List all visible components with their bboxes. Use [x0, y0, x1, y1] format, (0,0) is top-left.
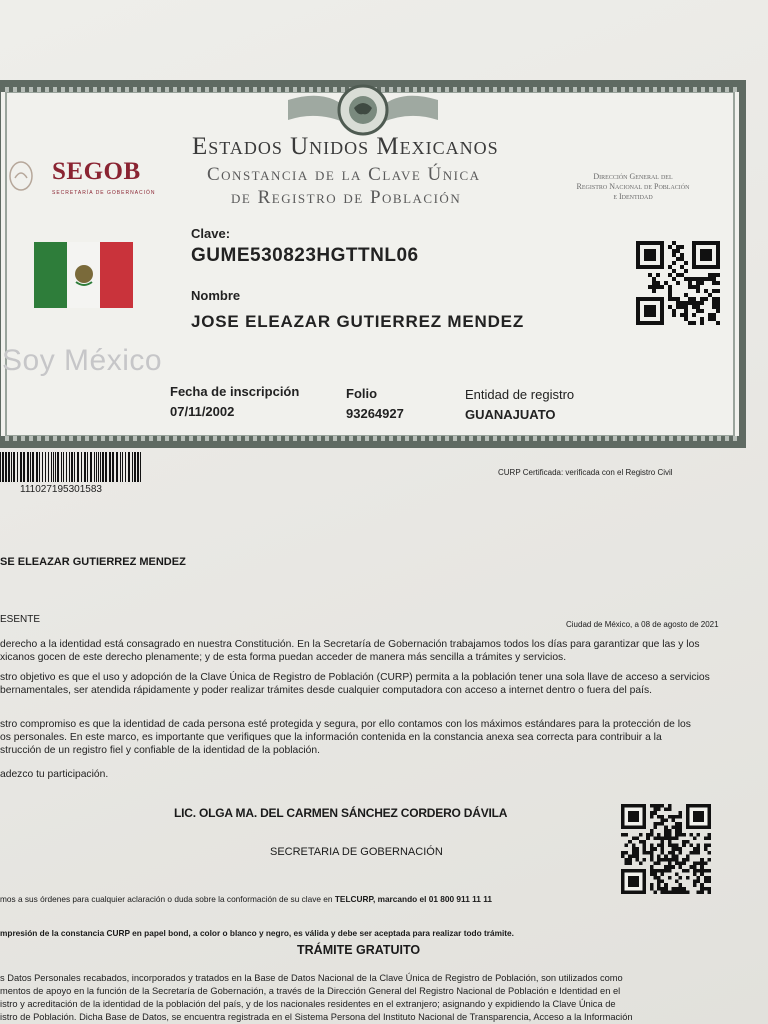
mexico-flag-icon	[34, 242, 134, 308]
entidad-registro-value: GUANAJUATO	[465, 407, 556, 422]
document-title-line1: Constancia de la Clave Única	[207, 164, 481, 185]
paragraph-line: os personales. En este marco, es importante que verifiques que la información contenida en la constancia anexa sea correcta para contribuir a la	[0, 732, 662, 743]
segob-subtitle: SECRETARÍA DE GOBERNACIÓN	[52, 190, 156, 196]
agency-line: Registro Nacional de Población	[576, 182, 690, 191]
signer-title: SECRETARIA DE GOBERNACIÓN	[270, 846, 443, 858]
folio-label: Folio	[346, 386, 378, 401]
signer-name: LIC. OLGA MA. DEL CARMEN SÁNCHEZ CORDERO DÁVILA	[174, 806, 508, 820]
paragraph-line: mentos de apoyo en la función de la Secretaría de Gobernación, a través de la Dirección General del Registro Nacional de Población e Identidad en el	[0, 986, 621, 996]
segob-logo: SEGOB	[52, 158, 141, 185]
letter-recipient: SE ELEAZAR GUTIERREZ MENDEZ	[0, 556, 186, 568]
telcurp-phone: TELCURP, marcando el 01 800 911 11 11	[334, 894, 492, 904]
fecha-inscripcion-label: Fecha de inscripción	[170, 384, 300, 399]
letter-paragraph	[0, 671, 760, 697]
barcode-number: 111027195301583	[20, 484, 102, 495]
frame-pattern-bottom	[1, 436, 739, 441]
barcode-icon	[0, 452, 144, 482]
paragraph-line: istro y acreditación de la identidad de la población del país, y de los nacionales residentes en el extranjero; asignando y expidiendo la Clave Única de	[0, 999, 616, 1009]
agency-name	[548, 172, 718, 202]
telcurp-note	[0, 894, 492, 904]
folio-value: 93264927	[346, 406, 404, 421]
paragraph-line: xicanos gocen de este derecho plenamente; y de esta forma puedan acceder de manera más sencilla a trámites y servicios.	[0, 652, 567, 663]
clave-label: Clave:	[191, 226, 231, 241]
soy-mexico-slogan: Soy México	[2, 344, 163, 377]
nombre-value: JOSE ELEAZAR GUTIERREZ MENDEZ	[191, 312, 525, 331]
agency-line: Dirección General del	[593, 172, 673, 181]
paragraph-line: strucción de un registro fiel y confiable de la identidad de la población.	[0, 745, 320, 756]
paragraph-line: derecho a la identidad está consagrado en nuestra Constitución. En la Secretaría de Gobernación trabajamos todos los días para garantizar que las y los	[0, 639, 700, 650]
letter-paragraph	[0, 638, 760, 664]
clave-value: GUME530823HGTTNL06	[191, 245, 419, 266]
qr-code-icon	[636, 240, 720, 326]
place-date: Ciudad de México, a 08 de agosto de 2021	[566, 620, 719, 629]
qr-code-icon	[620, 804, 712, 894]
curp-certified-note: CURP Certificada: verificada con el Registro Civil	[498, 468, 673, 477]
paragraph-line: adezco tu participación.	[0, 769, 109, 780]
document-title-line2: de Registro de Población	[231, 187, 462, 208]
fecha-inscripcion-value: 07/11/2002	[170, 404, 235, 419]
paragraph-line: stro objetivo es que el uso y adopción de la Clave Única de Registro de Población (CURP) permita a la población tener una sola llave de acceso a servicios	[0, 672, 710, 683]
national-emblem-icon	[288, 80, 438, 136]
letter-paragraph	[0, 768, 760, 781]
paragraph-line: stro compromiso es que la identidad de cada persona esté protegida y segura, por ello contamos con los máximos estándares para la protección de los	[0, 719, 691, 730]
tramite-gratuito: TRÁMITE GRATUITO	[297, 943, 421, 957]
agency-line: e Identidad	[613, 192, 653, 201]
letter-paragraph	[0, 718, 760, 757]
paragraph-line: istro de Población. Dicha Base de Datos, se encuentra registrada en el Sistema Persona del Instituto Nacional de Transparencia, Acceso a la Información	[0, 1012, 633, 1022]
segob-emblem-icon	[8, 160, 34, 192]
letter-greeting: ESENTE	[0, 614, 41, 625]
print-validity-note: mpresión de la constancia CURP en papel bond, a color o blanco y negro, es válida y debe ser aceptada para realizar todo trámite.	[0, 928, 514, 938]
paragraph-line: s Datos Personales recabados, incorporados y tratados en la Base de Datos Nacional de la Clave Única de Registro de Población, son utilizados como	[0, 973, 623, 983]
country-title: Estados Unidos Mexicanos	[192, 133, 499, 160]
privacy-paragraph	[0, 972, 760, 1024]
paragraph-line: bernamentales, ser atendida rápidamente y poder realizar trámites desde cualquier computadora con acceso a internet dentro o fuera del país.	[0, 685, 652, 696]
telcurp-note-text: mos a sus órdenes para cualquier aclaración o duda sobre la conformación de su clave en	[0, 894, 335, 904]
nombre-label: Nombre	[191, 288, 241, 303]
entidad-registro-label: Entidad de registro	[465, 387, 575, 402]
